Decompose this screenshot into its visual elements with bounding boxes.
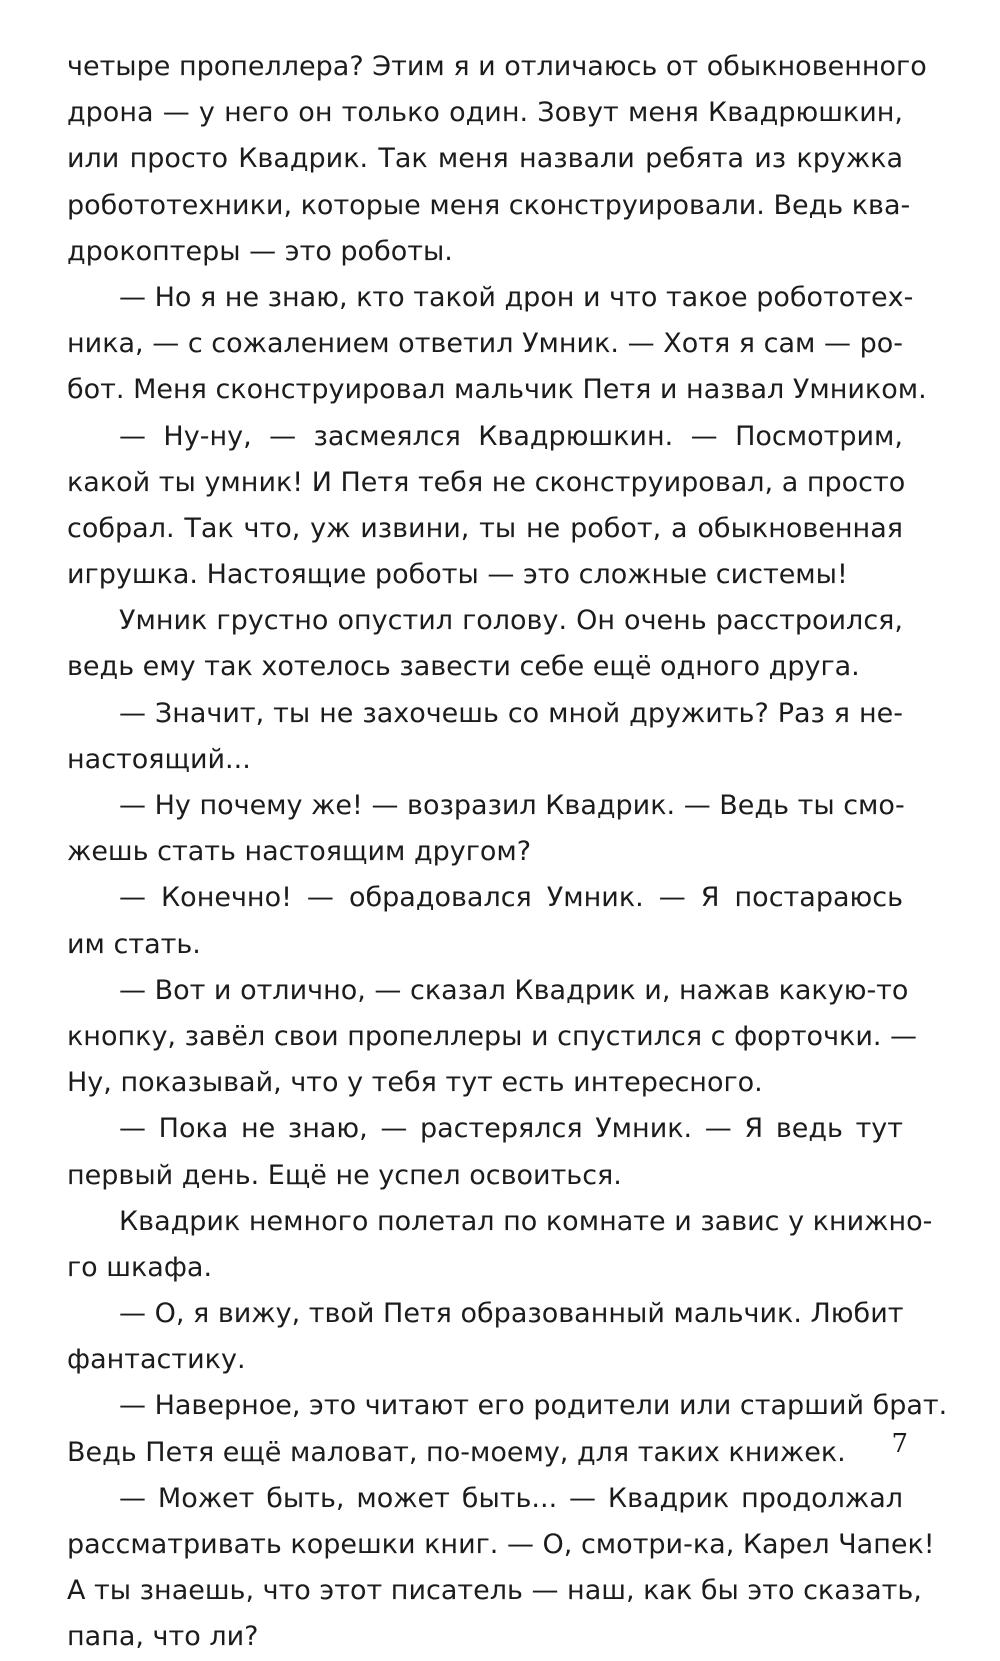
- text-line: им стать.: [67, 928, 201, 960]
- text-line: — Но я не знаю, кто такой дрон и что такое робототех-: [119, 281, 914, 313]
- text-line: Ведь Петя ещё маловат, по-моему, для таких книжек.: [67, 1436, 846, 1468]
- text-line: кнопку, завёл свои пропеллеры и спустился с форточки. —: [67, 1020, 918, 1052]
- text-line: рассматривать корешки книг. — О, смотри-ка, Карел Чапек!: [67, 1529, 935, 1560]
- text-line: или просто Квадрик. Так меня назвали ребята из кружка: [67, 143, 903, 175]
- text-line: — Наверное, это читают его родители или старший брат.: [119, 1390, 948, 1422]
- page-text: [67, 44, 948, 1661]
- page-number: 7: [891, 1429, 908, 1459]
- text-line: игрушка. Настоящие роботы — это сложные системы!: [67, 559, 848, 591]
- text-line: Умник грустно опустил голову. Он очень расстроился,: [119, 605, 903, 637]
- text-line: дрона — у него он только один. Зовут меня Квадрюшкин,: [67, 97, 903, 129]
- text-line: Квадрик немного полетал по комнате и завис у книжно-: [119, 1205, 933, 1237]
- text-line: собрал. Так что, уж извини, ты не робот, а обыкновенная: [67, 512, 903, 544]
- text-line: — Может быть, может быть... — Квадрик продолжал: [119, 1482, 903, 1514]
- text-line: — Ну почему же! — возразил Квадрик. — Ведь ты смо-: [119, 790, 905, 821]
- text-line: четыре пропеллера? Этим я и отличаюсь от обыкновенного: [67, 51, 927, 82]
- text-line: робототехники, которые меня сконструировали. Ведь ква-: [67, 189, 911, 221]
- text-line: — Конечно! — обрадовался Умник. — Я постараюсь: [119, 882, 903, 914]
- text-line: жешь стать настоящим другом?: [67, 836, 532, 868]
- text-line: — Пока не знаю, — растерялся Умник. — Я ведь тут: [119, 1113, 903, 1145]
- text-line: первый день. Ещё не успел освоиться.: [67, 1159, 622, 1191]
- text-line: бот. Меня сконструировал мальчик Петя и назвал Умником.: [67, 374, 927, 406]
- text-line: настоящий...: [67, 743, 251, 775]
- text-line: папа, что ли?: [67, 1621, 259, 1653]
- text-line: А ты знаешь, что этот писатель — наш, как бы это сказать,: [67, 1575, 922, 1607]
- text-line: го шкафа.: [67, 1251, 213, 1283]
- text-line: — Вот и отлично, — сказал Квадрик и, нажав какую-то: [119, 974, 909, 1006]
- text-line: — Значит, ты не захочешь со мной дружить? Раз я не-: [119, 697, 903, 729]
- text-line: ведь ему так хотелось завести себе ещё одного друга.: [67, 651, 860, 683]
- text-line: какой ты умник! И Петя тебя не сконструировал, а просто: [67, 466, 906, 498]
- text-line: фантастику.: [67, 1344, 246, 1376]
- text-line: ника, — с сожалением ответил Умник. — Хотя я сам — ро-: [67, 328, 903, 360]
- text-line: — Ну-ну, — засмеялся Квадрюшкин. — Посмотрим,: [119, 420, 903, 452]
- text-line: дрокоптеры — это роботы.: [67, 235, 453, 267]
- text-line: Ну, показывай, что у тебя тут есть интересного.: [67, 1067, 763, 1099]
- text-line: — О, я вижу, твой Петя образованный мальчик. Любит: [119, 1298, 904, 1330]
